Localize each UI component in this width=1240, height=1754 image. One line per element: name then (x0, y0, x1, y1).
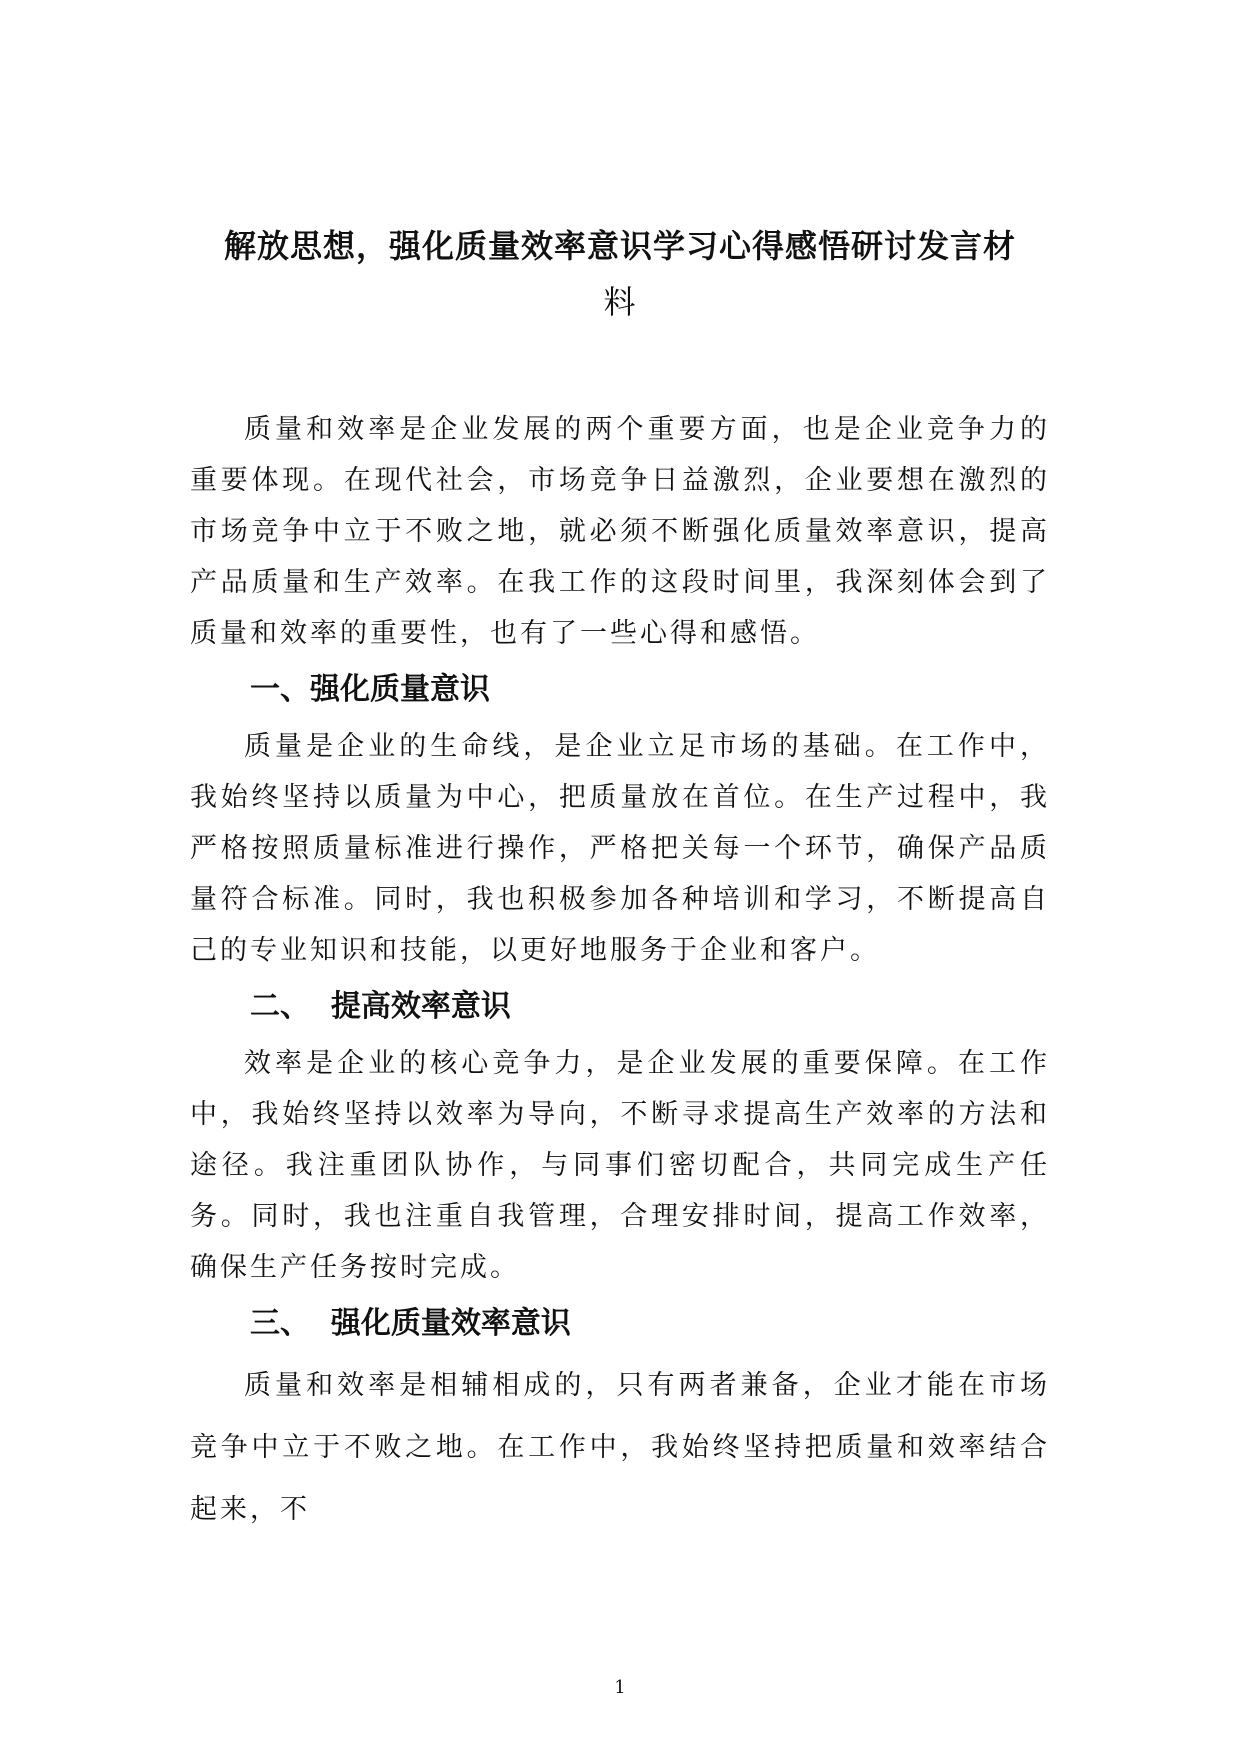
document-body (190, 404, 1050, 1541)
section-body-3: 质量和效率是相辅相成的，只有两者兼备，企业才能在市场竞争中立于不败之地。在工作中，我始终坚持把质量和效率结合起来，不 (190, 1370, 1050, 1525)
title-line-1: 解放思想，强化质量效率意识学习心得感悟研讨发言材 (223, 227, 1016, 265)
section-body-2: 效率是企业的核心竞争力，是企业发展的重要保障。在工作中，我始终坚持以效率为导向，不断寻求提高生产效率的方法和途径。我注重团队协作，与同事们密切配合，共同完成生产任务。同时，我也注重自我管理，合理安排时间，提高工作效率，确保生产任务按时完成。 (190, 1048, 1050, 1283)
section-body-1: 质量是企业的生命线，是企业立足市场的基础。在工作中，我始终坚持以质量为中心，把质量放在首位。在生产过程中，我严格按照质量标准进行操作，严格把关每一个环节，确保产品质量符合标准。同时，我也积极参加各种培训和学习，不断提高自己的专业知识和技能，以更好地服务于企业和客户。 (190, 731, 1050, 966)
document-title (190, 218, 1050, 330)
section-heading-2: 二、 提高效率意识 (250, 989, 511, 1024)
title-line-2: 料 (603, 283, 637, 321)
intro-paragraph: 质量和效率是企业发展的两个重要方面，也是企业竞争力的重要体现。在现代社会，市场竞争日益激烈，企业要想在激烈的市场竞争中立于不败之地，就必须不断强化质量效率意识，提高产品质量和生产效率。在我工作的这段时间里，我深刻体会到了质量和效率的重要性，也有了一些心得和感悟。 (190, 414, 1050, 649)
section-heading-1: 一、强化质量意识 (250, 672, 490, 707)
page-number: 1 (614, 1677, 626, 1698)
section-heading-3: 三、 强化质量效率意识 (250, 1306, 571, 1341)
